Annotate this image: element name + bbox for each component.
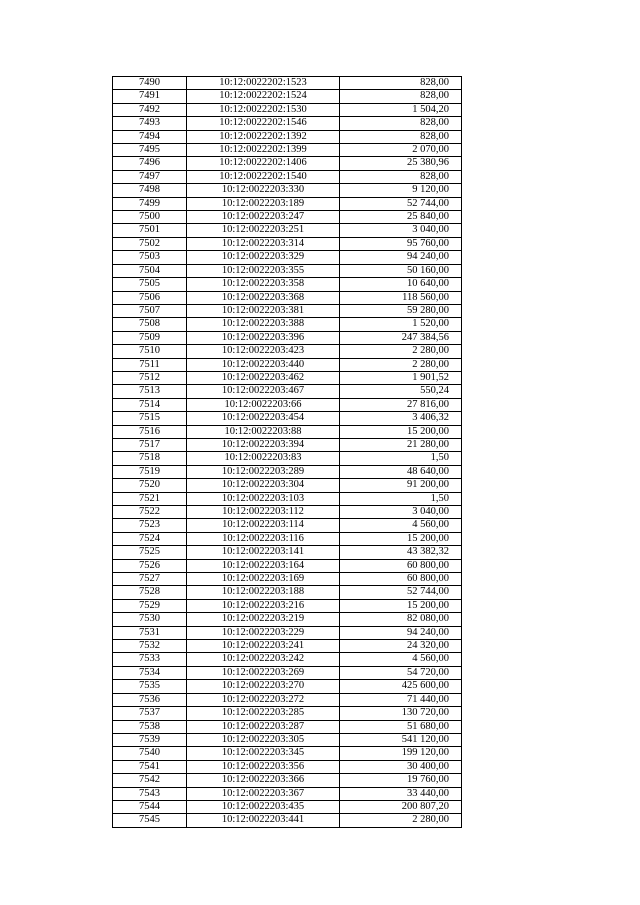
amount-cell: 425 600,00: [340, 680, 462, 693]
amount-cell: 4 560,00: [340, 519, 462, 532]
table-row: [113, 130, 462, 143]
amount-cell: 1 901,52: [340, 371, 462, 384]
table-row: [113, 170, 462, 183]
cadastral-number-cell: 10:12:0022203:241: [187, 640, 340, 653]
row-number-cell: 7541: [113, 760, 187, 773]
table-row: [113, 653, 462, 666]
amount-cell: 130 720,00: [340, 707, 462, 720]
amount-cell: 43 382,32: [340, 546, 462, 559]
cadastral-number-cell: 10:12:0022203:83: [187, 452, 340, 465]
row-number-cell: 7511: [113, 358, 187, 371]
amount-cell: 30 400,00: [340, 760, 462, 773]
table-row: [113, 157, 462, 170]
cadastral-number-cell: 10:12:0022203:396: [187, 331, 340, 344]
cadastral-number-cell: 10:12:0022203:314: [187, 237, 340, 250]
cadastral-number-cell: 10:12:0022203:219: [187, 613, 340, 626]
row-number-cell: 7498: [113, 184, 187, 197]
amount-cell: 3 040,00: [340, 224, 462, 237]
table-row: [113, 251, 462, 264]
amount-cell: 828,00: [340, 170, 462, 183]
table-row: [113, 224, 462, 237]
table-row: [113, 184, 462, 197]
cadastral-number-cell: 10:12:0022203:368: [187, 291, 340, 304]
row-number-cell: 7494: [113, 130, 187, 143]
cadastral-number-cell: 10:12:0022203:366: [187, 774, 340, 787]
cadastral-number-cell: 10:12:0022203:272: [187, 693, 340, 706]
table-row: [113, 640, 462, 653]
table-row: [113, 117, 462, 130]
table-row: [113, 733, 462, 746]
row-number-cell: 7509: [113, 331, 187, 344]
table-row: [113, 452, 462, 465]
cadastral-number-cell: 10:12:0022203:103: [187, 492, 340, 505]
row-number-cell: 7544: [113, 800, 187, 813]
amount-cell: 828,00: [340, 90, 462, 103]
row-number-cell: 7516: [113, 425, 187, 438]
table-row: [113, 599, 462, 612]
cadastral-number-cell: 10:12:0022203:305: [187, 733, 340, 746]
cadastral-number-cell: 10:12:0022203:345: [187, 747, 340, 760]
cadastral-number-cell: 10:12:0022203:229: [187, 626, 340, 639]
amount-cell: 200 807,20: [340, 800, 462, 813]
cadastral-number-cell: 10:12:0022203:454: [187, 412, 340, 425]
row-number-cell: 7504: [113, 264, 187, 277]
cadastral-number-cell: 10:12:0022202:1399: [187, 144, 340, 157]
table-row: [113, 90, 462, 103]
amount-cell: 94 240,00: [340, 251, 462, 264]
row-number-cell: 7539: [113, 733, 187, 746]
cadastral-number-cell: 10:12:0022203:367: [187, 787, 340, 800]
row-number-cell: 7535: [113, 680, 187, 693]
row-number-cell: 7526: [113, 559, 187, 572]
table-row: [113, 814, 462, 827]
table-row: [113, 546, 462, 559]
cadastral-number-cell: 10:12:0022203:381: [187, 304, 340, 317]
table-row: [113, 573, 462, 586]
amount-cell: 24 320,00: [340, 640, 462, 653]
cadastral-number-cell: 10:12:0022203:462: [187, 371, 340, 384]
cadastral-number-cell: 10:12:0022203:423: [187, 345, 340, 358]
cadastral-number-cell: 10:12:0022203:329: [187, 251, 340, 264]
amount-cell: 247 384,56: [340, 331, 462, 344]
amount-cell: 15 200,00: [340, 599, 462, 612]
table-row: [113, 412, 462, 425]
row-number-cell: 7513: [113, 385, 187, 398]
amount-cell: 550,24: [340, 385, 462, 398]
table-row: [113, 237, 462, 250]
amount-cell: 95 760,00: [340, 237, 462, 250]
amount-cell: 15 200,00: [340, 532, 462, 545]
amount-cell: 1,50: [340, 452, 462, 465]
table-row: [113, 613, 462, 626]
amount-cell: 59 280,00: [340, 304, 462, 317]
row-number-cell: 7523: [113, 519, 187, 532]
row-number-cell: 7508: [113, 318, 187, 331]
table-row: [113, 720, 462, 733]
row-number-cell: 7529: [113, 599, 187, 612]
amount-cell: 4 560,00: [340, 653, 462, 666]
table-row: [113, 479, 462, 492]
amount-cell: 48 640,00: [340, 465, 462, 478]
table-row: [113, 211, 462, 224]
data-table-container: [112, 76, 462, 828]
cadastral-table: [112, 76, 462, 828]
table-row: [113, 144, 462, 157]
table-row: [113, 103, 462, 116]
cadastral-number-cell: 10:12:0022203:394: [187, 438, 340, 451]
row-number-cell: 7520: [113, 479, 187, 492]
cadastral-number-cell: 10:12:0022203:435: [187, 800, 340, 813]
table-row: [113, 506, 462, 519]
row-number-cell: 7493: [113, 117, 187, 130]
table-row: [113, 800, 462, 813]
amount-cell: 199 120,00: [340, 747, 462, 760]
cadastral-number-cell: 10:12:0022203:330: [187, 184, 340, 197]
cadastral-number-cell: 10:12:0022203:269: [187, 666, 340, 679]
row-number-cell: 7491: [113, 90, 187, 103]
row-number-cell: 7517: [113, 438, 187, 451]
cadastral-number-cell: 10:12:0022203:242: [187, 653, 340, 666]
amount-cell: 71 440,00: [340, 693, 462, 706]
row-number-cell: 7531: [113, 626, 187, 639]
row-number-cell: 7519: [113, 465, 187, 478]
amount-cell: 1 504,20: [340, 103, 462, 116]
table-row: [113, 398, 462, 411]
table-row: [113, 465, 462, 478]
row-number-cell: 7515: [113, 412, 187, 425]
cadastral-number-cell: 10:12:0022202:1523: [187, 77, 340, 90]
cadastral-number-cell: 10:12:0022203:112: [187, 506, 340, 519]
table-row: [113, 532, 462, 545]
table-row: [113, 345, 462, 358]
cadastral-number-cell: 10:12:0022203:189: [187, 197, 340, 210]
amount-cell: 2 070,00: [340, 144, 462, 157]
amount-cell: 15 200,00: [340, 425, 462, 438]
table-row: [113, 331, 462, 344]
row-number-cell: 7490: [113, 77, 187, 90]
cadastral-number-cell: 10:12:0022203:304: [187, 479, 340, 492]
row-number-cell: 7538: [113, 720, 187, 733]
amount-cell: 9 120,00: [340, 184, 462, 197]
amount-cell: 828,00: [340, 117, 462, 130]
amount-cell: 60 800,00: [340, 559, 462, 572]
amount-cell: 91 200,00: [340, 479, 462, 492]
row-number-cell: 7545: [113, 814, 187, 827]
table-row: [113, 666, 462, 679]
cadastral-number-cell: 10:12:0022203:356: [187, 760, 340, 773]
cadastral-number-cell: 10:12:0022203:66: [187, 398, 340, 411]
row-number-cell: 7496: [113, 157, 187, 170]
cadastral-number-cell: 10:12:0022203:467: [187, 385, 340, 398]
row-number-cell: 7537: [113, 707, 187, 720]
table-row: [113, 278, 462, 291]
table-row: [113, 264, 462, 277]
amount-cell: 50 160,00: [340, 264, 462, 277]
cadastral-number-cell: 10:12:0022202:1546: [187, 117, 340, 130]
table-row: [113, 492, 462, 505]
cadastral-number-cell: 10:12:0022203:441: [187, 814, 340, 827]
table-row: [113, 519, 462, 532]
amount-cell: 27 816,00: [340, 398, 462, 411]
cadastral-number-cell: 10:12:0022203:388: [187, 318, 340, 331]
amount-cell: 21 280,00: [340, 438, 462, 451]
table-row: [113, 371, 462, 384]
cadastral-number-cell: 10:12:0022203:116: [187, 532, 340, 545]
amount-cell: 54 720,00: [340, 666, 462, 679]
table-row: [113, 586, 462, 599]
cadastral-number-cell: 10:12:0022203:188: [187, 586, 340, 599]
row-number-cell: 7528: [113, 586, 187, 599]
table-row: [113, 425, 462, 438]
table-row: [113, 693, 462, 706]
amount-cell: 2 280,00: [340, 345, 462, 358]
table-row: [113, 626, 462, 639]
row-number-cell: 7524: [113, 532, 187, 545]
row-number-cell: 7543: [113, 787, 187, 800]
cadastral-number-cell: 10:12:0022203:287: [187, 720, 340, 733]
row-number-cell: 7521: [113, 492, 187, 505]
row-number-cell: 7540: [113, 747, 187, 760]
table-row: [113, 318, 462, 331]
table-row: [113, 680, 462, 693]
amount-cell: 52 744,00: [340, 586, 462, 599]
table-row: [113, 358, 462, 371]
table-row: [113, 304, 462, 317]
cadastral-number-cell: 10:12:0022203:358: [187, 278, 340, 291]
amount-cell: 1,50: [340, 492, 462, 505]
cadastral-number-cell: 10:12:0022203:289: [187, 465, 340, 478]
cadastral-number-cell: 10:12:0022203:114: [187, 519, 340, 532]
amount-cell: 19 760,00: [340, 774, 462, 787]
table-row: [113, 774, 462, 787]
amount-cell: 828,00: [340, 130, 462, 143]
row-number-cell: 7500: [113, 211, 187, 224]
row-number-cell: 7510: [113, 345, 187, 358]
cadastral-number-cell: 10:12:0022203:247: [187, 211, 340, 224]
cadastral-number-cell: 10:12:0022203:355: [187, 264, 340, 277]
row-number-cell: 7507: [113, 304, 187, 317]
row-number-cell: 7505: [113, 278, 187, 291]
amount-cell: 51 680,00: [340, 720, 462, 733]
table-row: [113, 787, 462, 800]
row-number-cell: 7512: [113, 371, 187, 384]
row-number-cell: 7527: [113, 573, 187, 586]
amount-cell: 60 800,00: [340, 573, 462, 586]
row-number-cell: 7518: [113, 452, 187, 465]
amount-cell: 3 406,32: [340, 412, 462, 425]
cadastral-number-cell: 10:12:0022203:164: [187, 559, 340, 572]
cadastral-number-cell: 10:12:0022202:1524: [187, 90, 340, 103]
cadastral-number-cell: 10:12:0022203:285: [187, 707, 340, 720]
row-number-cell: 7497: [113, 170, 187, 183]
table-row: [113, 291, 462, 304]
row-number-cell: 7503: [113, 251, 187, 264]
row-number-cell: 7514: [113, 398, 187, 411]
cadastral-number-cell: 10:12:0022203:251: [187, 224, 340, 237]
cadastral-number-cell: 10:12:0022202:1540: [187, 170, 340, 183]
row-number-cell: 7506: [113, 291, 187, 304]
table-row: [113, 385, 462, 398]
row-number-cell: 7532: [113, 640, 187, 653]
table-row: [113, 197, 462, 210]
amount-cell: 541 120,00: [340, 733, 462, 746]
amount-cell: 118 560,00: [340, 291, 462, 304]
row-number-cell: 7492: [113, 103, 187, 116]
cadastral-number-cell: 10:12:0022203:440: [187, 358, 340, 371]
row-number-cell: 7533: [113, 653, 187, 666]
row-number-cell: 7522: [113, 506, 187, 519]
row-number-cell: 7530: [113, 613, 187, 626]
amount-cell: 33 440,00: [340, 787, 462, 800]
amount-cell: 82 080,00: [340, 613, 462, 626]
cadastral-number-cell: 10:12:0022203:88: [187, 425, 340, 438]
amount-cell: 10 640,00: [340, 278, 462, 291]
table-row: [113, 760, 462, 773]
amount-cell: 25 380,96: [340, 157, 462, 170]
cadastral-number-cell: 10:12:0022203:141: [187, 546, 340, 559]
row-number-cell: 7525: [113, 546, 187, 559]
row-number-cell: 7534: [113, 666, 187, 679]
row-number-cell: 7495: [113, 144, 187, 157]
cadastral-number-cell: 10:12:0022203:169: [187, 573, 340, 586]
amount-cell: 2 280,00: [340, 358, 462, 371]
table-row: [113, 747, 462, 760]
amount-cell: 828,00: [340, 77, 462, 90]
amount-cell: 25 840,00: [340, 211, 462, 224]
amount-cell: 3 040,00: [340, 506, 462, 519]
cadastral-number-cell: 10:12:0022202:1392: [187, 130, 340, 143]
table-body: [113, 77, 462, 828]
amount-cell: 2 280,00: [340, 814, 462, 827]
table-row: [113, 707, 462, 720]
cadastral-number-cell: 10:12:0022203:270: [187, 680, 340, 693]
table-row: [113, 77, 462, 90]
row-number-cell: 7502: [113, 237, 187, 250]
amount-cell: 1 520,00: [340, 318, 462, 331]
table-row: [113, 438, 462, 451]
row-number-cell: 7501: [113, 224, 187, 237]
amount-cell: 94 240,00: [340, 626, 462, 639]
cadastral-number-cell: 10:12:0022202:1406: [187, 157, 340, 170]
row-number-cell: 7499: [113, 197, 187, 210]
cadastral-number-cell: 10:12:0022202:1530: [187, 103, 340, 116]
cadastral-number-cell: 10:12:0022203:216: [187, 599, 340, 612]
table-row: [113, 559, 462, 572]
row-number-cell: 7542: [113, 774, 187, 787]
amount-cell: 52 744,00: [340, 197, 462, 210]
row-number-cell: 7536: [113, 693, 187, 706]
